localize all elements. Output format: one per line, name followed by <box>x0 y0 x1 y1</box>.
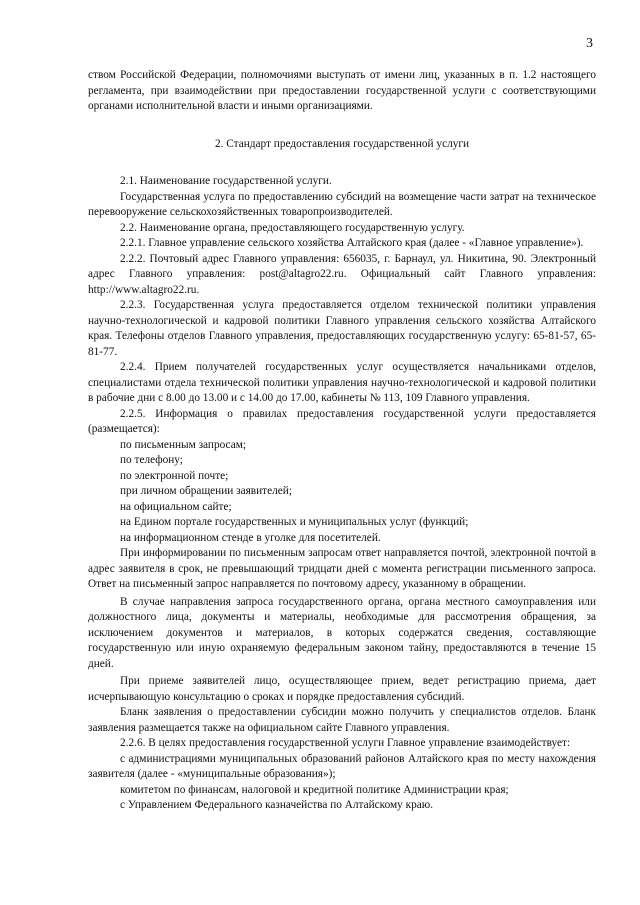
paragraph-application-form: Бланк заявления о предоставлении субсидии можно получить у специалистов отделов. Бланк заявления размещается также на официальном сайте Главного управления. <box>88 706 596 734</box>
paragraph-2-1: 2.1. Наименование государственной услуги. <box>120 175 332 187</box>
list-item: с администрациями муниципальных образований районов Алтайского края по месту нахождения заявителя (далее - «муниципальные образования»); <box>88 752 596 780</box>
paragraph-2-2: 2.2. Наименование органа, предоставляющего государственную услугу. <box>120 221 465 234</box>
list-item: на информационном стенде в уголке для посетителей. <box>120 531 381 544</box>
list-item: по электронной почте; <box>120 469 229 482</box>
list-item: на официальном сайте; <box>120 500 232 513</box>
paragraph-2-2-1: 2.2.1. Главное управление сельского хозяйства Алтайского края (далее - «Главное управление»). <box>120 237 584 249</box>
document-body <box>88 68 596 814</box>
paragraph-2-2-2: 2.2.2. Почтовый адрес Главного управления: 656035, г. Барнаул, ул. Никитина, 90. Электронный адрес Главного управления: post@altagro22.ru. Официальный сайт Главного управления: http://www.altagro22.ru. <box>88 252 596 296</box>
list-item: комитетом по финансам, налоговой и кредитной политике Администрации края; <box>120 783 509 796</box>
paragraph-2-2-3: 2.2.3. Государственная услуга предоставляется отделом технической политики управления научно-технологической и кадровой политики Главного управления сельского хозяйства Алтайского края. Телефоны отделов Главного управления, предоставляющих государственную услугу: 65-81-57, 65-81-77. <box>88 299 596 358</box>
list-item: по телефону; <box>120 454 183 466</box>
list-item: по письменным запросам; <box>120 438 246 451</box>
paragraph-written-requests: При информировании по письменным запросам ответ направляется почтой, электронной почтой в адрес заявителя в срок, не превышающий тридцати дней с момента регистрации письменного запроса. Ответ на письменный запрос направляется по почтовому адресу, указанному в обращении. <box>88 547 596 590</box>
paragraph-reception: При приеме заявителей лицо, осуществляющее прием, ведет регистрацию приема, дает исчерпывающую консультацию о сроках и порядке предоставления субсидий. <box>88 675 596 703</box>
paragraph-continuation: ством Российской Федерации, полномочиями выступать от имени лиц, указанных в п. 1.2 настоящего регламента, при взаимодействии при предоставлении государственной услуги с соответствующими органами исполнительной власти и иными организациями. <box>88 69 596 112</box>
list-item: с Управлением Федерального казначейства по Алтайскому краю. <box>120 799 434 811</box>
paragraph-2-1-text: Государственная услуга по предоставлению субсидий на возмещение части затрат на техническое перевооружение сельскохозяйственных товаропроизводителей. <box>88 190 596 218</box>
paragraph-2-2-6: 2.2.6. В целях предоставления государственной услуги Главное управление взаимодействует: <box>120 737 571 749</box>
list-item: при личном обращении заявителей; <box>120 485 292 497</box>
section-heading: 2. Стандарт предоставления государственной услуги <box>214 137 470 150</box>
paragraph-agency-request: В случае направления запроса государственного органа, органа местного самоуправления или должностного лица, документы и материалы, необходимые для рассмотрения обращения, за исключением документов и материалов, в которых содержатся сведения, составляющие государственную или иную охраняемую федеральным законом тайну, предоставляются в течение 15 дней. <box>88 595 596 670</box>
list-item: на Едином портале государственных и муниципальных услуг (функций; <box>120 516 469 528</box>
page-number: 3 <box>586 36 593 51</box>
paragraph-2-2-5: 2.2.5. Информация о правилах предоставления государственной услуги предоставляется (размещается): <box>88 407 596 435</box>
paragraph-2-2-4: 2.2.4. Прием получателей государственных услуг осуществляется начальниками отделов, специалистами отдела технической политики управления научно-технологической и кадровой политики в рабочие дни с 8.00 до 13.00 и с 14.00 до 17.00, кабинеты № 113, 109 Главного управления. <box>88 361 596 404</box>
